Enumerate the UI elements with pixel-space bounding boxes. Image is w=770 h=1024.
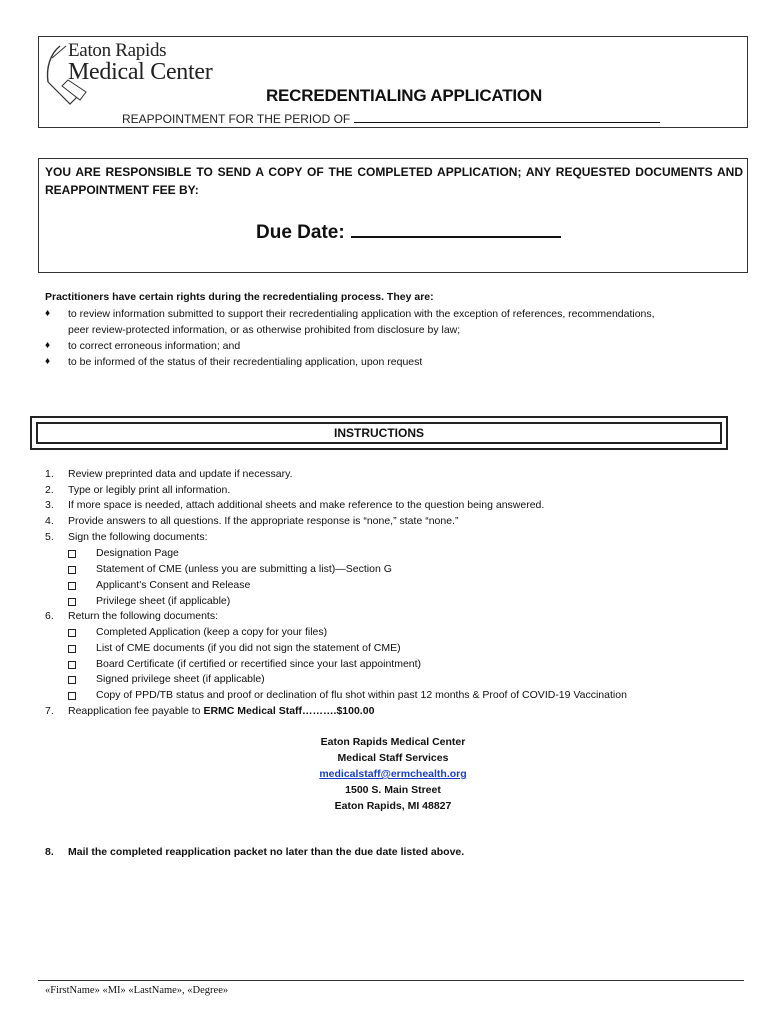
step-text: Provide answers to all questions. If the appropriate response is “none,” state “none.”	[68, 515, 459, 527]
address-email-row	[0, 766, 770, 782]
instructions-title: INSTRUCTIONS	[334, 426, 424, 440]
logo-text-line2: Medical Center	[68, 59, 213, 85]
return-doc-text: Completed Application (keep a copy for your files)	[96, 626, 328, 638]
step-number: 2.	[45, 484, 54, 496]
logo-text-line1: Eaton Rapids	[68, 40, 167, 61]
return-doc-text: Copy of PPD/TB status and proof or declination of flu shot within past 12 months & Proof of COVID-19 Vaccination	[96, 689, 627, 701]
fee-amount: ERMC Medical Staff……….$100.00	[203, 705, 375, 717]
step-number: 3.	[45, 499, 54, 511]
period-label: REAPPOINTMENT FOR THE PERIOD OF	[122, 112, 351, 126]
footer-merge-fields: «FirstName» «MI» «LastName», «Degree»	[45, 985, 229, 996]
diamond-bullet-icon: ♦	[45, 308, 51, 319]
period-blank-field[interactable]	[354, 111, 660, 123]
checkbox-icon[interactable]	[68, 629, 76, 637]
return-doc-text: Signed privilege sheet (if applicable)	[96, 673, 265, 685]
address-city: Eaton Rapids, MI 48827	[334, 800, 452, 812]
step-text: Review preprinted data and update if necessary.	[68, 468, 293, 480]
sign-doc-text: Statement of CME (unless you are submitting a list)—Section G	[96, 563, 392, 575]
due-date-line	[256, 220, 561, 244]
sign-doc-text: Applicant's Consent and Release	[96, 579, 251, 591]
due-date-label: Due Date:	[256, 222, 345, 243]
checkbox-icon[interactable]	[68, 645, 76, 653]
diamond-bullet-icon: ♦	[45, 340, 51, 351]
rights-intro: Practitioners have certain rights during the recredentialing process. They are:	[45, 291, 434, 303]
rights-item-text: to review information submitted to support their recredentialing application with the exception of references, recommendations,	[68, 308, 655, 320]
checkbox-icon[interactable]	[68, 676, 76, 684]
step-number: 1.	[45, 468, 54, 480]
fee-label: Reapplication fee payable to	[68, 705, 204, 717]
checkbox-icon[interactable]	[68, 550, 76, 558]
reappointment-period-line	[122, 111, 660, 126]
checkbox-icon[interactable]	[68, 598, 76, 606]
checkbox-icon[interactable]	[68, 582, 76, 590]
sign-doc-text: Designation Page	[96, 547, 179, 559]
checkbox-icon[interactable]	[68, 692, 76, 700]
address-street: 1500 S. Main Street	[345, 784, 441, 796]
mail-text: Mail the completed reapplication packet no later than the due date listed above.	[68, 846, 465, 858]
footer-divider	[38, 980, 744, 981]
step-number: 7.	[45, 705, 54, 717]
sign-doc-text: Privilege sheet (if applicable)	[96, 595, 231, 607]
step-text: If more space is needed, attach additional sheets and make reference to the question being answered.	[68, 499, 545, 511]
step-number: 6.	[45, 610, 54, 622]
step-number: 8.	[45, 846, 54, 858]
step-text: Sign the following documents:	[68, 531, 208, 543]
checkbox-icon[interactable]	[68, 566, 76, 574]
return-doc-text: List of CME documents (if you did not sign the statement of CME)	[96, 642, 401, 654]
email-link[interactable]: medicalstaff@ermchealth.org	[319, 768, 467, 780]
return-doc-text: Board Certificate (if certified or recertified since your last appointment)	[96, 658, 422, 670]
step-number: 5.	[45, 531, 54, 543]
step-text	[68, 703, 374, 719]
step-text: Return the following documents:	[68, 610, 218, 622]
step-text: Type or legibly print all information.	[68, 484, 231, 496]
rights-item-text: to be informed of the status of their recredentialing application, upon request	[68, 356, 423, 368]
diamond-bullet-icon: ♦	[45, 356, 51, 367]
page-title: RECREDENTIALING APPLICATION	[265, 86, 543, 105]
due-date-blank-field[interactable]	[351, 220, 561, 238]
rights-item-text: to correct erroneous information; and	[68, 340, 241, 352]
address-org: Eaton Rapids Medical Center	[320, 736, 466, 748]
responsibility-text: YOU ARE RESPONSIBLE TO SEND A COPY OF THE COMPLETED APPLICATION; ANY REQUESTED DOCUMENTS AND REAPPOINTMENT FEE BY:	[45, 165, 743, 197]
checkbox-icon[interactable]	[68, 661, 76, 669]
address-dept: Medical Staff Services	[337, 752, 449, 764]
rights-item-text: peer review-protected information, or as otherwise prohibited from disclosure by law;	[68, 324, 461, 336]
step-number: 4.	[45, 515, 54, 527]
